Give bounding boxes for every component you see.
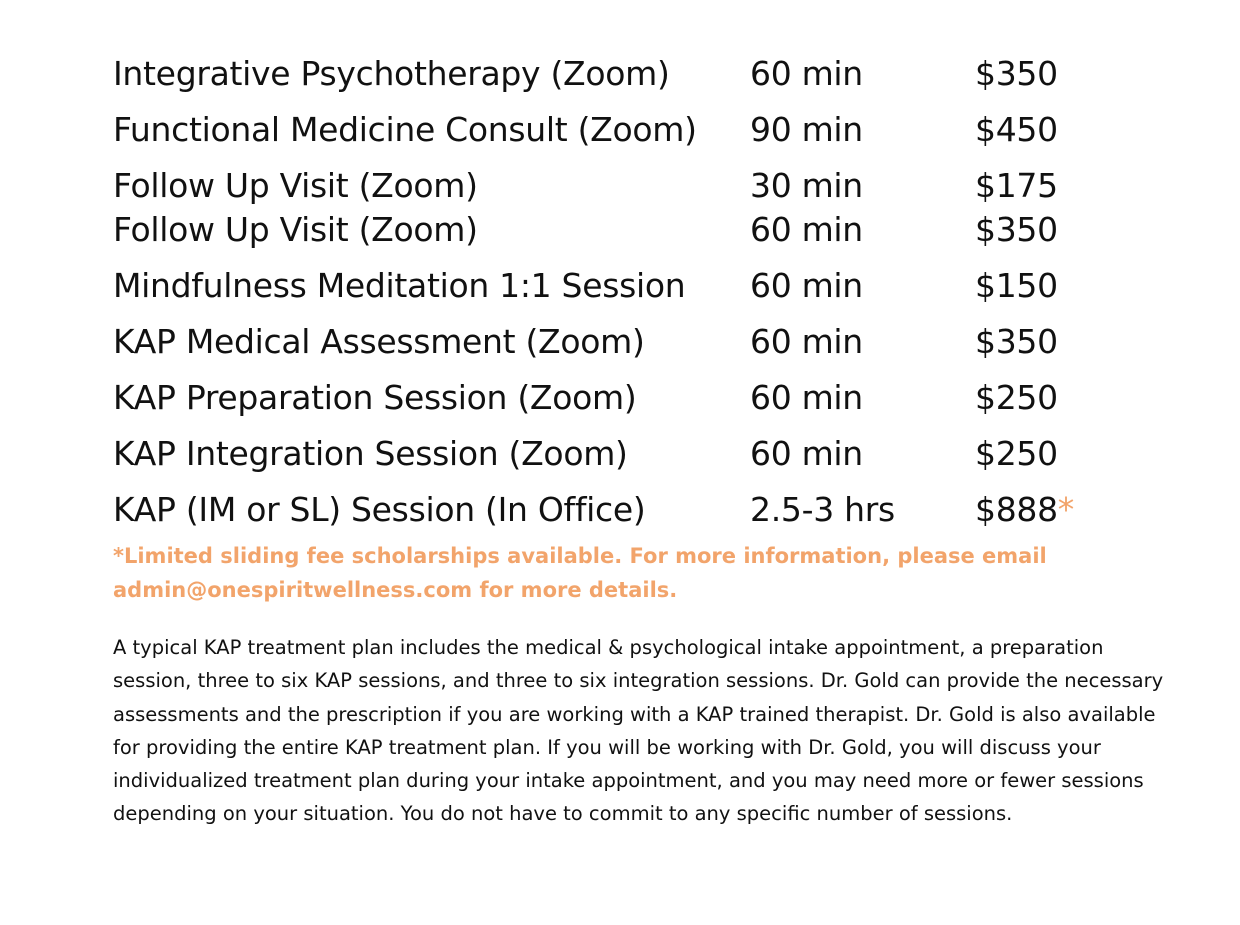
- service-price-list: [113, 46, 1113, 538]
- service-row: [113, 158, 1113, 205]
- service-duration: 60 min: [750, 210, 863, 249]
- service-price: $150: [975, 266, 1058, 305]
- service-row: [113, 314, 1113, 370]
- scholarship-asterisk: *: [1057, 490, 1074, 529]
- service-duration: 90 min: [750, 110, 863, 149]
- service-duration: 60 min: [750, 266, 863, 305]
- service-name: KAP Integration Session (Zoom): [113, 434, 628, 473]
- service-name: KAP Medical Assessment (Zoom): [113, 322, 645, 361]
- service-name: Follow Up Visit (Zoom): [113, 210, 478, 249]
- scholarship-note: *Limited sliding fee scholarships available. For more information, please email admin@onespiritwellness.com for more details.: [113, 544, 1047, 602]
- service-price: $250: [975, 434, 1058, 473]
- service-duration: 60 min: [750, 378, 863, 417]
- service-row: [113, 258, 1113, 314]
- service-row: [113, 370, 1113, 426]
- service-price: $350: [975, 322, 1058, 361]
- service-name: Follow Up Visit (Zoom): [113, 166, 478, 205]
- service-duration: 60 min: [750, 434, 863, 473]
- service-price: $250: [975, 378, 1058, 417]
- service-row: [113, 202, 1113, 258]
- treatment-plan-description: A typical KAP treatment plan includes the medical & psychological intake appointment, a preparation session, three to six KAP sessions, and three to six integration sessions. Dr. Gold can provide the necessary assessments and the prescription if you are working with a KAP trained therapist. Dr. Gold is also available for providing the entire KAP treatment plan. If you will be working with Dr. Gold, you will discuss your individualized treatment plan during your intake appointment, and you may need more or fewer sessions depending on your situation. You do not have to commit to any specific number of sessions.: [113, 636, 1164, 826]
- service-duration: 60 min: [750, 54, 863, 93]
- service-price: $888: [975, 490, 1058, 529]
- service-duration: 60 min: [750, 322, 863, 361]
- service-duration: 2.5-3 hrs: [750, 490, 895, 529]
- service-name: Mindfulness Meditation 1:1 Session: [113, 266, 686, 305]
- service-price: $450: [975, 110, 1058, 149]
- service-price: $175: [975, 166, 1058, 205]
- service-price: $350: [975, 210, 1058, 249]
- service-price: $350: [975, 54, 1058, 93]
- service-row: [113, 482, 1113, 538]
- service-name: Functional Medicine Consult (Zoom): [113, 110, 697, 149]
- service-name: KAP Preparation Session (Zoom): [113, 378, 637, 417]
- service-price-with-marker: [975, 482, 1074, 538]
- service-name: KAP (IM or SL) Session (In Office): [113, 490, 646, 529]
- service-row: [113, 102, 1113, 158]
- service-row: [113, 426, 1113, 482]
- service-name: Integrative Psychotherapy (Zoom): [113, 54, 670, 93]
- service-duration: 30 min: [750, 166, 863, 205]
- service-row: [113, 46, 1113, 102]
